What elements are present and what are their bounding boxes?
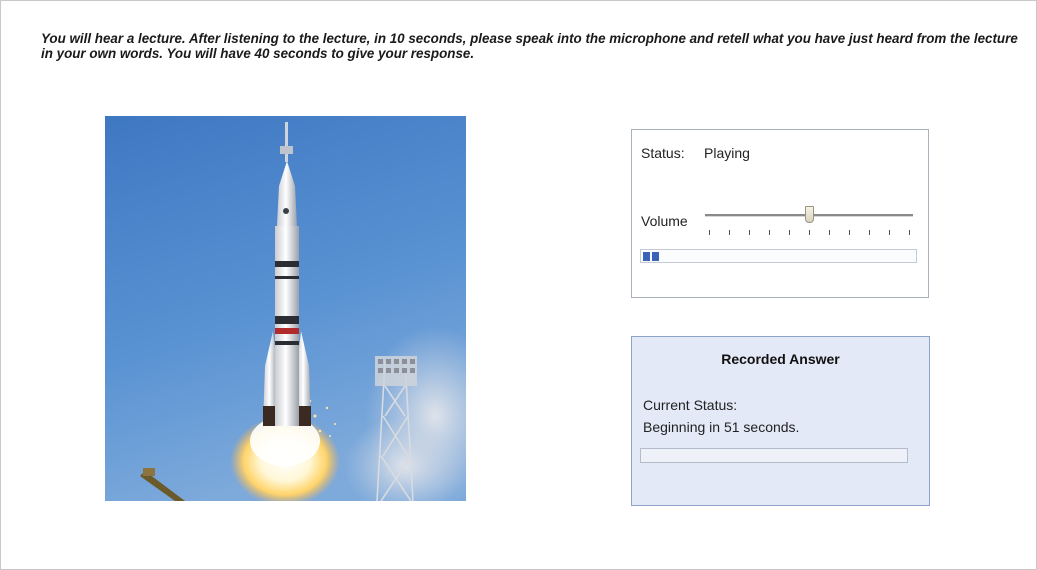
volume-tick <box>769 230 770 235</box>
recording-progress-bar <box>640 448 908 463</box>
volume-tick <box>869 230 870 235</box>
volume-tick <box>889 230 890 235</box>
volume-tick <box>829 230 830 235</box>
countdown-text: Beginning in 51 seconds. <box>643 419 800 435</box>
recorded-answer-title: Recorded Answer <box>721 351 840 367</box>
playback-progress-bar <box>640 249 917 263</box>
volume-slider-thumb[interactable] <box>805 206 814 223</box>
playback-progress-segment <box>652 252 659 261</box>
status-value: Playing <box>704 145 750 161</box>
rocket-launch-image <box>105 116 466 501</box>
audio-player-panel <box>631 129 929 298</box>
volume-tick <box>909 230 910 235</box>
volume-tick <box>809 230 810 235</box>
instructions-text: You will hear a lecture. After listening to the lecture, in 10 seconds, please speak into the microphone and retell what you have just heard from the lecture in your own words. You will have 40 seconds to give your response. <box>41 31 1018 61</box>
status-label: Status: <box>641 145 685 161</box>
recorded-answer-panel <box>631 336 930 506</box>
volume-tick <box>749 230 750 235</box>
volume-tick <box>849 230 850 235</box>
playback-progress-segment <box>643 252 650 261</box>
volume-tick <box>729 230 730 235</box>
volume-tick <box>789 230 790 235</box>
volume-label: Volume <box>641 213 688 229</box>
current-status-label: Current Status: <box>643 397 738 413</box>
volume-tick <box>709 230 710 235</box>
